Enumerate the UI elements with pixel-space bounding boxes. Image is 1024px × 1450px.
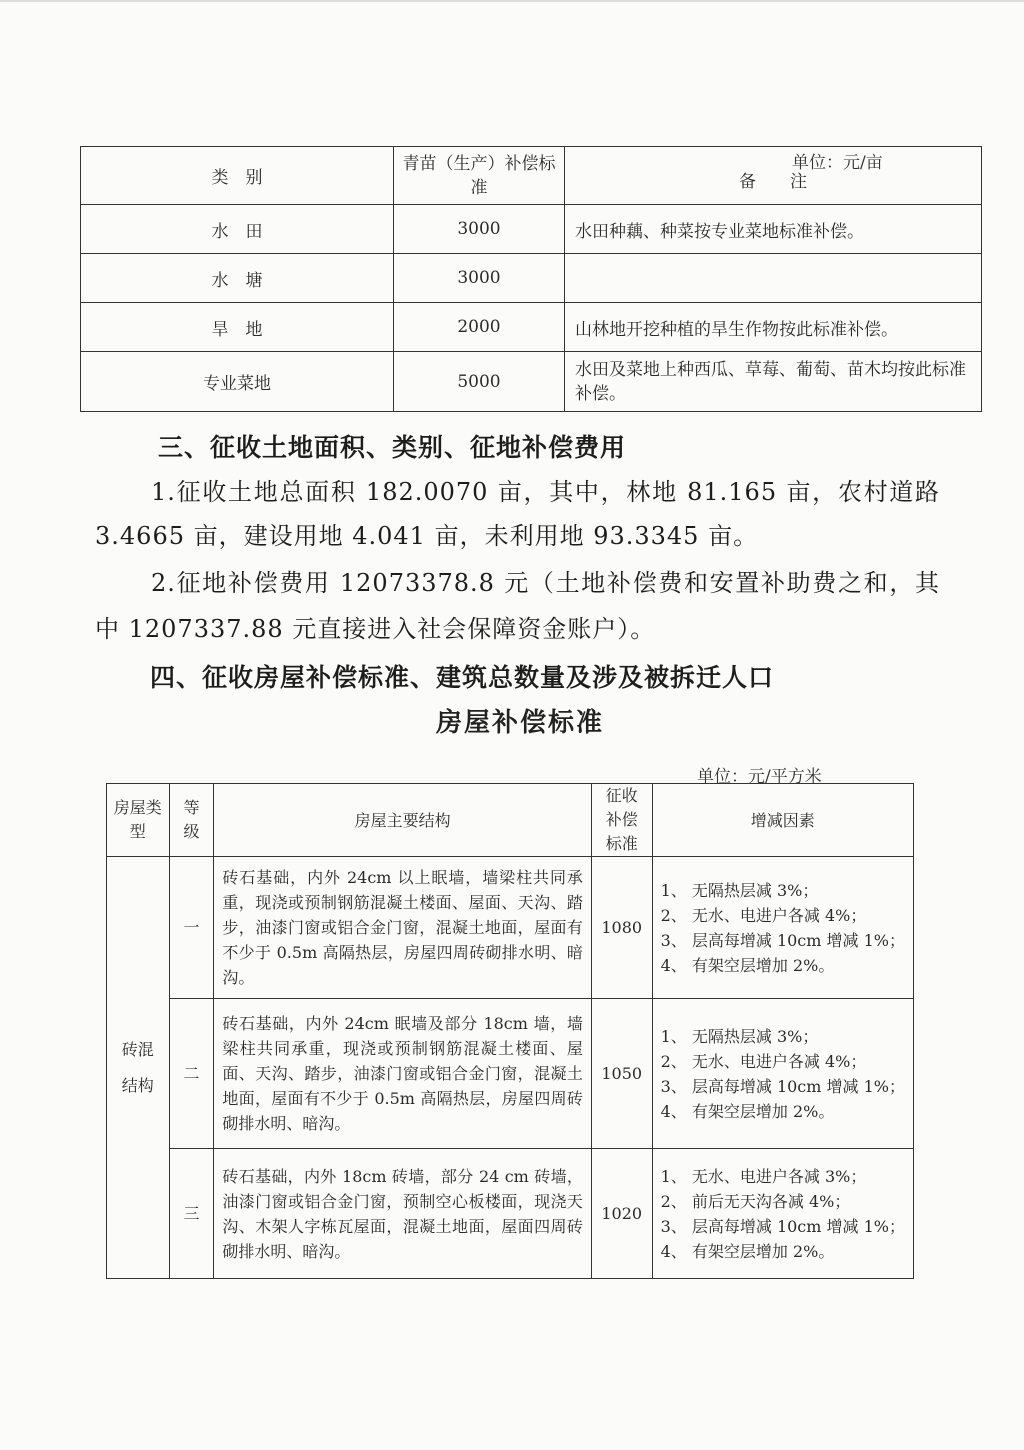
factor-item: 4、 有架空层增加 2%。	[660, 1101, 835, 1121]
row-standard: 5000	[394, 352, 565, 412]
header-grade: 等级	[169, 784, 214, 857]
header-remark: 备 注	[565, 147, 982, 205]
row-remark: 水田种藕、种菜按专业菜地标准补偿。	[565, 205, 982, 254]
page-top-edge	[0, 0, 1024, 2]
table-row	[107, 999, 914, 1149]
row-standard: 2000	[394, 303, 565, 352]
row-factors	[652, 1149, 913, 1279]
table-row	[81, 205, 982, 254]
row-remark: 山林地开挖种植的旱生作物按此标准补偿。	[565, 303, 982, 352]
section4-heading: 四、征收房屋补偿标准、建筑总数量及涉及被拆迁人口	[150, 663, 775, 692]
header-standard: 征收补偿标准	[591, 784, 652, 857]
table2-unit: 单位：元/平方米	[697, 767, 822, 787]
row-remark	[565, 254, 982, 303]
header-category: 类 别	[81, 147, 394, 205]
factor-item: 1、 无隔热层减 3%；	[660, 1026, 819, 1046]
row-remark: 水田及菜地上种西瓜、草莓、葡萄、苗木均按此标准补偿。	[565, 352, 982, 412]
house-compensation-table	[106, 783, 914, 1279]
crop-compensation-table	[80, 146, 982, 412]
factor-item: 3、 层高每增减 10cm 增减 1%；	[660, 1216, 905, 1236]
row-standard: 1020	[591, 1149, 652, 1279]
row-standard: 1080	[591, 857, 652, 999]
header-house-type: 房屋类型	[107, 784, 170, 857]
factor-item: 4、 有架空层增加 2%。	[660, 1241, 835, 1261]
table-row	[81, 254, 982, 303]
house-type-cell: 砖混结构	[107, 857, 170, 1279]
row-category: 专业菜地	[81, 352, 394, 412]
row-category: 旱 地	[81, 303, 394, 352]
table1-unit: 单位：元/亩	[792, 153, 883, 173]
header-factors: 增减因素	[652, 784, 913, 857]
row-category: 水 塘	[81, 254, 394, 303]
section3-paragraph-2: 2.征地补偿费用 12073378.8 元（土地补偿费和安置补助费之和，其中 1207337.88 元直接进入社会保障资金账户）。	[95, 569, 940, 643]
row-category: 水 田	[81, 205, 394, 254]
row-factors	[652, 857, 913, 999]
row-standard: 3000	[394, 254, 565, 303]
row-grade: 三	[169, 1149, 214, 1279]
factor-item: 1、 无水、电进户各减 3%；	[660, 1166, 867, 1186]
row-structure: 砖石基础，内外 18cm 砖墙，部分 24 cm 砖墙，油漆门窗或铝合金门窗，预制空心板楼面，现浇天沟、木架人字栋瓦屋面，混凝土地面，屋面四周砖砌排水明、暗沟。	[214, 1149, 592, 1279]
row-standard: 1050	[591, 999, 652, 1149]
factor-item: 2、 无水、电进户各减 4%；	[660, 1051, 867, 1071]
table2-title: 房屋补偿标准	[436, 708, 605, 738]
section3-heading: 三、征收土地面积、类别、征地补偿费用	[158, 433, 627, 462]
row-grade: 一	[169, 857, 214, 999]
header-standard: 青苗（生产）补偿标准	[394, 147, 565, 205]
table-row	[107, 1149, 914, 1279]
table-header-row	[107, 784, 914, 857]
table-row	[81, 303, 982, 352]
row-structure: 砖石基础，内外 24cm 眠墙及部分 18cm 墙，墙梁柱共同承重，现浇或预制钢筋混凝土楼面、屋面、天沟、踏步，油漆门窗或铝合金门窗，混凝土地面，屋面有不少于 0.5m 高隔热层，房屋四周砖砌排水明、暗沟。	[214, 999, 592, 1149]
row-structure: 砖石基础，内外 24cm 以上眠墙，墙梁柱共同承重，现浇或预制钢筋混凝土楼面、屋面、天沟、踏步，油漆门窗或铝合金门窗，混凝土地面，屋面有不少于 0.5m 高隔热层，房屋四周砖砌排水明、暗沟。	[214, 857, 592, 999]
factor-item: 4、 有架空层增加 2%。	[660, 955, 835, 975]
factor-item: 3、 层高每增减 10cm 增减 1%；	[660, 930, 905, 950]
factor-item: 2、 无水、电进户各减 4%；	[660, 905, 867, 925]
factor-item: 3、 层高每增减 10cm 增减 1%；	[660, 1076, 905, 1096]
factor-item: 1、 无隔热层减 3%；	[660, 880, 819, 900]
row-factors	[652, 999, 913, 1149]
section3-paragraph-1: 1.征收土地总面积 182.0070 亩，其中，林地 81.165 亩，农村道路 3.4665 亩，建设用地 4.041 亩，未利用地 93.3345 亩。	[95, 478, 940, 550]
factor-item: 2、 前后无天沟各减 4%；	[660, 1191, 851, 1211]
table-row	[81, 352, 982, 412]
table-row	[107, 857, 914, 999]
row-grade: 二	[169, 999, 214, 1149]
row-standard: 3000	[394, 205, 565, 254]
table-header-row	[81, 147, 982, 205]
header-structure: 房屋主要结构	[214, 784, 592, 857]
